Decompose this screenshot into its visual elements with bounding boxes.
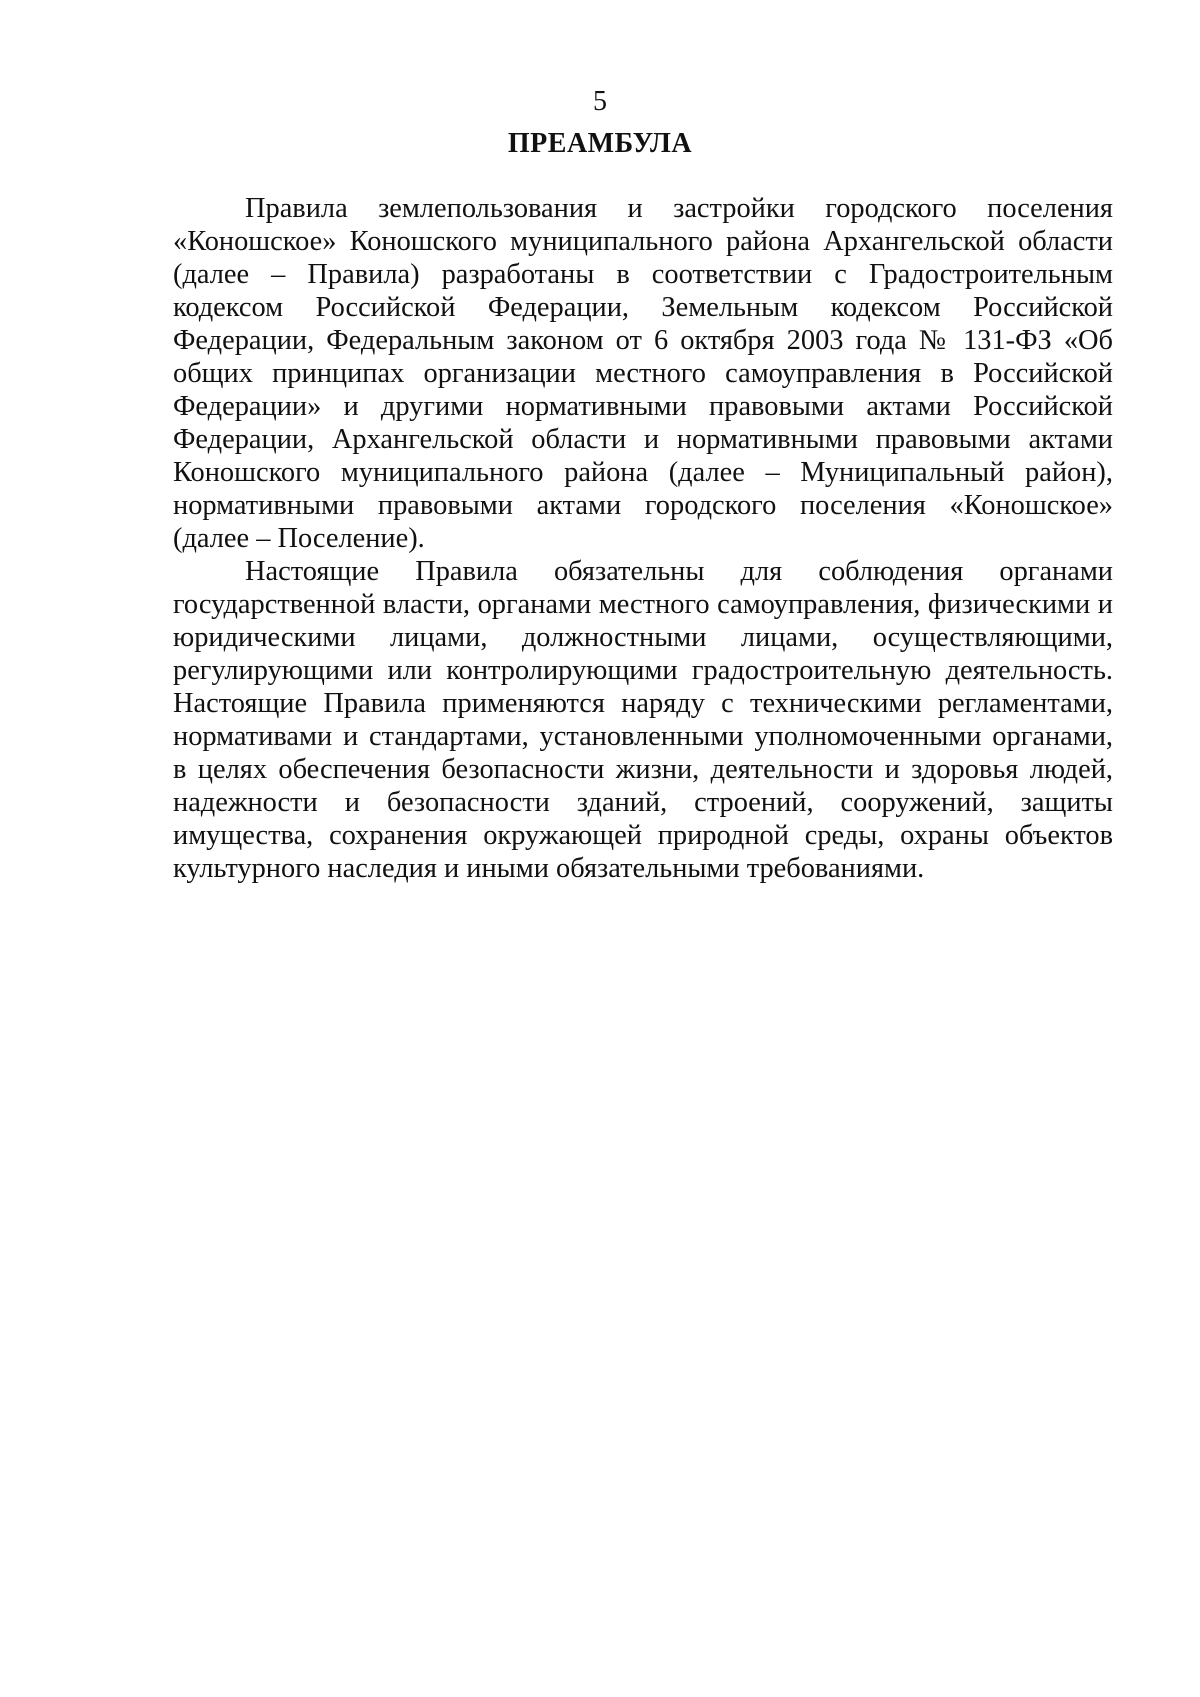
paragraph-preamble-obligations: Настоящие Правила обязательны для соблюдения органами государственной власти, органами местного самоуправления, физическими и юридическими лицами, должностными лицами, осуществляющими, регулирующими или контролирующими градостроительную деятельность. Настоящие Правила применяются наряду с техническими регламентами, нормативами и стандартами, установленными уполномоченными органами, в целях обеспечения безопасности жизни, деятельности и здоровья людей, надежности и безопасности зданий, строений, сооружений, защиты имущества, сохранения окружающей природной среды, охраны объектов культурного наследия и иными обязательными требованиями.	[173, 556, 1113, 884]
page-number: 5	[593, 86, 607, 117]
paragraph-preamble-scope: Правила землепользования и застройки городского поселения «Коношское» Коношского муниципального района Архангельской области (далее – Правила) разработаны в соответствии с Градостроительным кодексом Российской Федерации, Земельным кодексом Российской Федерации, Федеральным законом от 6 октября 2003 года № 131-ФЗ «Об общих принципах организации местного самоуправления в Российской Федерации» и другими нормативными правовыми актами Российской Федерации, Архангельской области и нормативными правовыми актами Коношского муниципального района (далее – Муниципальный район), нормативными правовыми актами городского поселения «Коношское» (далее – Поселение).	[173, 193, 1113, 554]
document-body	[173, 192, 1113, 885]
page-title: ПРЕАМБУЛА	[507, 128, 693, 159]
